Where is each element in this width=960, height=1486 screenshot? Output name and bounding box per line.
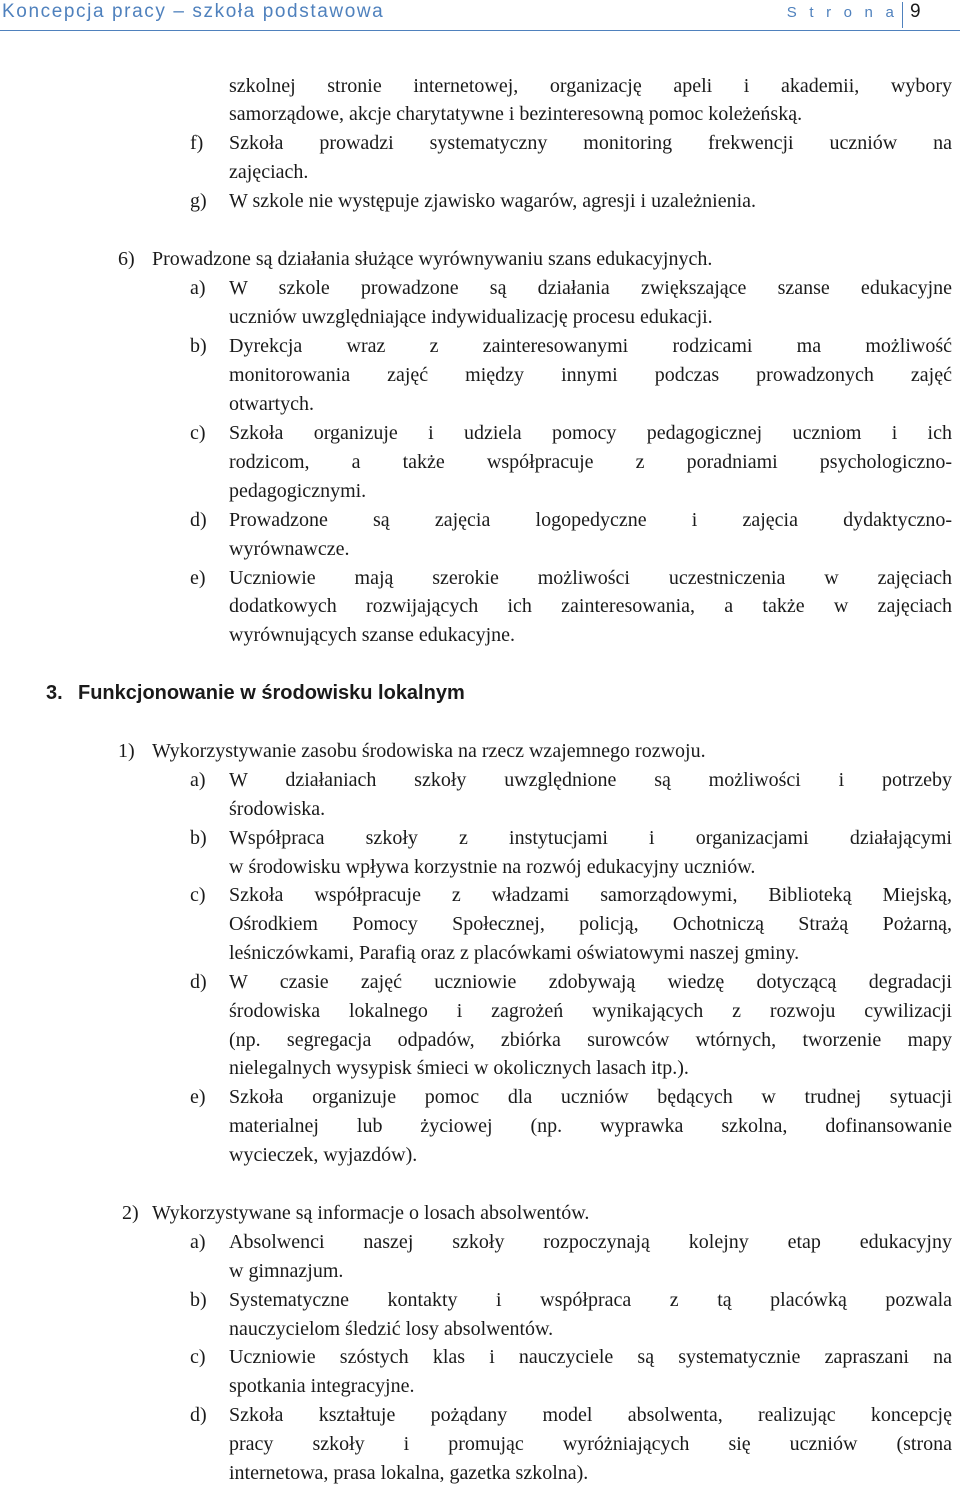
text-line: dodatkowych rozwijających ich zainteresowania, a także w zajęciach <box>229 595 952 617</box>
list-marker: e) <box>190 1086 206 1108</box>
text-line: rodzicom, a także współpracuje z poradniami psychologiczno- <box>229 451 952 473</box>
text-line: zajęciach. <box>229 161 309 183</box>
text-line: W szkole prowadzone są działania zwiększające szanse edukacyjne <box>229 277 952 299</box>
text-line: leśniczówkami, Parafią oraz z placówkami oświatowymi naszej gminy. <box>229 942 800 964</box>
text-line: Wykorzystywane są informacje o losach absolwentów. <box>152 1202 590 1224</box>
text-line: Szkoła organizuje i udziela pomocy pedagogicznej uczniom i ich <box>229 422 952 444</box>
list-marker: b) <box>190 827 207 849</box>
text-line: monitorowania zajęć między innymi podczas prowadzonych zajęć <box>229 364 952 386</box>
document-title: Koncepcja pracy – szkoła podstawowa <box>2 1 385 22</box>
text-line: Szkoła kształtuje pożądany model absolwenta, realizując koncepcję <box>229 1404 952 1426</box>
text-line: Szkoła współpracuje z władzami samorządowymi, Biblioteką Miejską, <box>229 884 952 906</box>
section-heading: Funkcjonowanie w środowisku lokalnym <box>78 682 465 704</box>
list-marker: f) <box>190 132 204 154</box>
text-line: nauczycielom śledzić losy absolwentów. <box>229 1318 554 1340</box>
text-line: wycieczek, wyjazdów). <box>229 1144 418 1166</box>
text-line: Prowadzone są zajęcia logopedyczne i zajęcia dydaktyczno- <box>229 509 952 531</box>
page-label: S t r o n a <box>786 4 898 21</box>
text-line: Szkoła organizuje pomoc dla uczniów będących w trudnej sytuacji <box>229 1086 952 1108</box>
list-marker: c) <box>190 422 206 444</box>
text-line: Absolwenci naszej szkoły rozpoczynają kolejny etap edukacyjny <box>229 1231 952 1253</box>
text-line: w środowisku wpływa korzystnie na rozwój edukacyjny uczniów. <box>229 856 756 878</box>
text-line: uczniów uwzględniające indywidualizację procesu edukacji. <box>229 306 713 328</box>
text-line: szkolnej stronie internetowej, organizację apeli i akademii, wybory <box>229 75 952 97</box>
text-line: pracy szkoły i promując wyróżniających się uczniów (strona <box>229 1433 952 1455</box>
text-line: samorządowe, akcje charytatywne i bezinteresowną pomoc koleżeńską. <box>229 103 803 125</box>
section-number: 3. <box>46 682 63 704</box>
list-marker: a) <box>190 277 206 299</box>
text-line: W działaniach szkoły uwzględnione są możliwości i potrzeby <box>229 769 952 791</box>
text-line: Wykorzystywanie zasobu środowiska na rzecz wzajemnego rozwoju. <box>152 740 706 762</box>
text-line: Uczniowie mają szerokie możliwości uczestniczenia w zajęciach <box>229 567 952 589</box>
text-line: w gimnazjum. <box>229 1260 344 1282</box>
list-marker: b) <box>190 1289 207 1311</box>
text-line: Ośrodkiem Pomocy Społecznej, policją, Ochotniczą Strażą Pożarną, <box>229 913 952 935</box>
list-marker: c) <box>190 884 206 906</box>
text-line: Dyrekcja wraz z zainteresowanymi rodzicami ma możliwość <box>229 335 952 357</box>
text-line: Systematyczne kontakty i współpraca z tą placówką pozwala <box>229 1289 952 1311</box>
list-marker: a) <box>190 1231 206 1253</box>
text-line: W szkole nie występuje zjawisko wagarów, agresji i uzależnienia. <box>229 190 757 212</box>
text-line: pedagogicznymi. <box>229 480 367 502</box>
text-line: Szkoła prowadzi systematyczny monitoring frekwencji uczniów na <box>229 132 952 154</box>
list-marker: b) <box>190 335 207 357</box>
text-line: internetowa, prasa lokalna, gazetka szkolna). <box>229 1462 589 1484</box>
page-number: 9 <box>910 1 921 22</box>
text-line: środowiska. <box>229 798 326 820</box>
text-line: otwartych. <box>229 393 314 415</box>
list-marker: c) <box>190 1346 206 1368</box>
text-line: Uczniowie szóstych klas i nauczyciele są systematycznie zapraszani na <box>229 1346 952 1368</box>
text-line: Prowadzone są działania służące wyrównywaniu szans edukacyjnych. <box>152 248 713 270</box>
list-marker: d) <box>190 1404 207 1426</box>
text-line: W czasie zajęć uczniowie zdobywają wiedzę dotyczącą degradacji <box>229 971 952 993</box>
text-line: środowiska lokalnego i zagrożeń wynikających z rozwoju cywilizacji <box>229 1000 952 1022</box>
list-marker: d) <box>190 971 207 993</box>
text-line: wyrównawcze. <box>229 538 350 560</box>
list-marker: 6) <box>118 248 135 270</box>
list-marker: g) <box>190 190 207 212</box>
list-marker: a) <box>190 769 206 791</box>
text-line: wyrównujących szanse edukacyjne. <box>229 624 515 646</box>
text-line: spotkania integracyjne. <box>229 1375 415 1397</box>
text-line: (np. segregacja odpadów, zbiórka surowców wtórnych, tworzenie mapy <box>229 1029 952 1051</box>
list-marker: e) <box>190 567 206 589</box>
list-marker: 2) <box>122 1202 139 1224</box>
list-marker: 1) <box>118 740 135 762</box>
text-line: nielegalnych wysypisk śmieci w okolicznych lasach itp.). <box>229 1057 689 1079</box>
text-line: materialnej lub życiowej (np. wyprawka szkolna, dofinansowanie <box>229 1115 952 1137</box>
list-marker: d) <box>190 509 207 531</box>
text-line: Współpraca szkoły z instytucjami i organizacjami działającymi <box>229 827 952 849</box>
